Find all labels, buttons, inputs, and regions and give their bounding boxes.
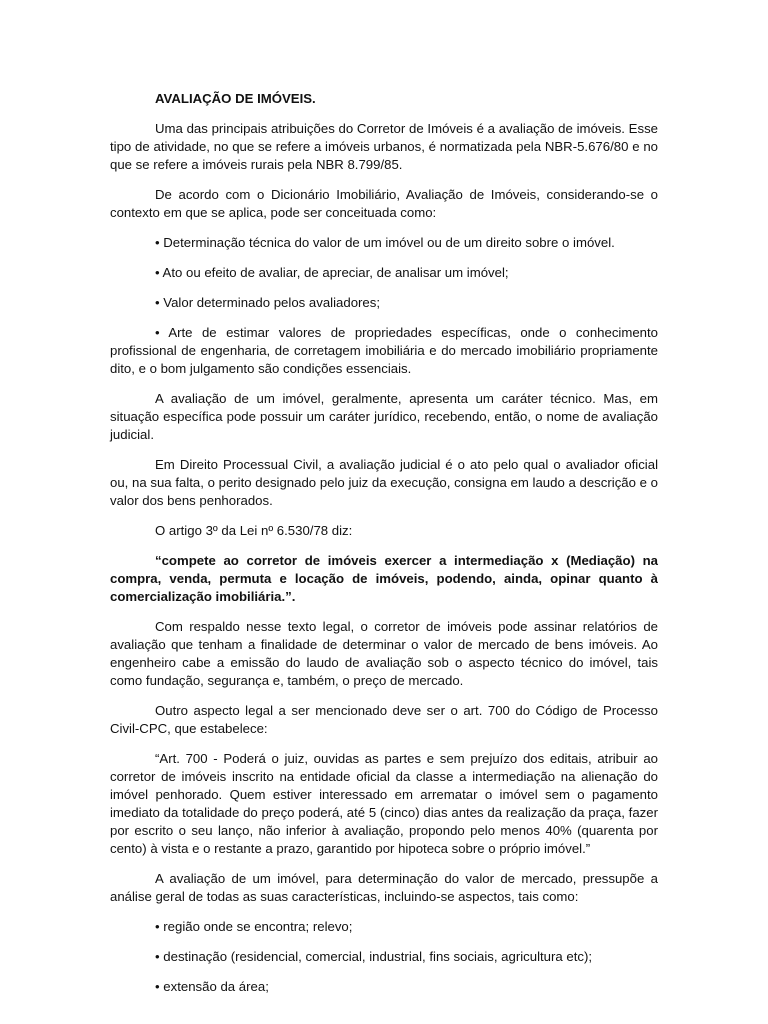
document-body: [110, 90, 658, 996]
paragraph-intro: Uma das principais atribuições do Corretor de Imóveis é a avaliação de imóveis. Esse tipo de atividade, no que se refere a imóveis urbanos, é normatizada pela NBR-5.676/80 e no que se refere a imóveis rurais pela NBR 8.799/85.: [110, 121, 658, 172]
bullet-item: • região onde se encontra; relevo;: [155, 919, 353, 934]
law-quote: “compete ao corretor de imóveis exercer a intermediação x (Mediação) na compra, venda, permuta e locação de imóveis, podendo, ainda, opinar quanto à comercialização imobiliária.”.: [110, 553, 658, 604]
paragraph-market-value: A avaliação de um imóvel, para determinação do valor de mercado, pressupõe a análise geral de todas as suas características, incluindo-se aspectos, tais como:: [110, 871, 658, 904]
paragraph-cpc-reference: Outro aspecto legal a ser mencionado deve ser o art. 700 do Código de Processo Civil-CPC, que estabelece:: [110, 703, 658, 736]
bullet-item: • Valor determinado pelos avaliadores;: [155, 295, 381, 310]
paragraph-definition-lead: De acordo com o Dicionário Imobiliário, Avaliação de Imóveis, considerando-se o contexto em que se aplica, pode ser conceituada como:: [110, 187, 658, 220]
paragraph-legal-basis: Com respaldo nesse texto legal, o corretor de imóveis pode assinar relatórios de avaliação que tenham a finalidade de determinar o valor de mercado de bens imóveis. Ao engenheiro cabe a emissão do laudo de avaliação sob o aspecto técnico do imóvel, tais como fundação, segurança e, também, o preço de mercado.: [110, 619, 658, 688]
bullet-item: • Determinação técnica do valor de um imóvel ou de um direito sobre o imóvel.: [155, 235, 615, 250]
paragraph-technical-character: A avaliação de um imóvel, geralmente, apresenta um caráter técnico. Mas, em situação específica pode possuir um caráter jurídico, recebendo, então, o nome de avaliação judicial.: [110, 391, 658, 442]
bullet-item: • extensão da área;: [155, 979, 269, 994]
cpc-quote: “Art. 700 - Poderá o juiz, ouvidas as partes e sem prejuízo dos editais, atribuir ao corretor de imóveis inscrito na entidade oficial da classe a intermediação na alienação do imóvel penhorado. Quem estiver interessado em arrematar o imóvel sem o pagamento imediato da totalidade do preço poderá, até 5 (cinco) dias antes da realização da praça, fazer por escrito o seu lanço, não inferior à avaliação, propondo pelo menos 40% (quarenta por cento) à vista e o restante a prazo, garantido por hipoteca sobre o próprio imóvel.”: [110, 751, 658, 856]
bullet-item: • Arte de estimar valores de propriedades específicas, onde o conhecimento profissional de engenharia, de corretagem imobiliária e do mercado imobiliário propriamente dito, e o bom julgamento são condições essenciais.: [110, 325, 658, 376]
paragraph-law-reference: O artigo 3º da Lei nº 6.530/78 diz:: [155, 523, 353, 538]
paragraph-judicial: Em Direito Processual Civil, a avaliação judicial é o ato pelo qual o avaliador oficial ou, na sua falta, o perito designado pelo juiz da execução, consigna em laudo a descrição e o valor dos bens penhorados.: [110, 457, 658, 508]
bullet-item: • destinação (residencial, comercial, industrial, fins sociais, agricultura etc);: [155, 949, 593, 964]
document-title: AVALIAÇÃO DE IMÓVEIS.: [155, 91, 316, 106]
bullet-item: • Ato ou efeito de avaliar, de apreciar, de analisar um imóvel;: [155, 265, 509, 280]
